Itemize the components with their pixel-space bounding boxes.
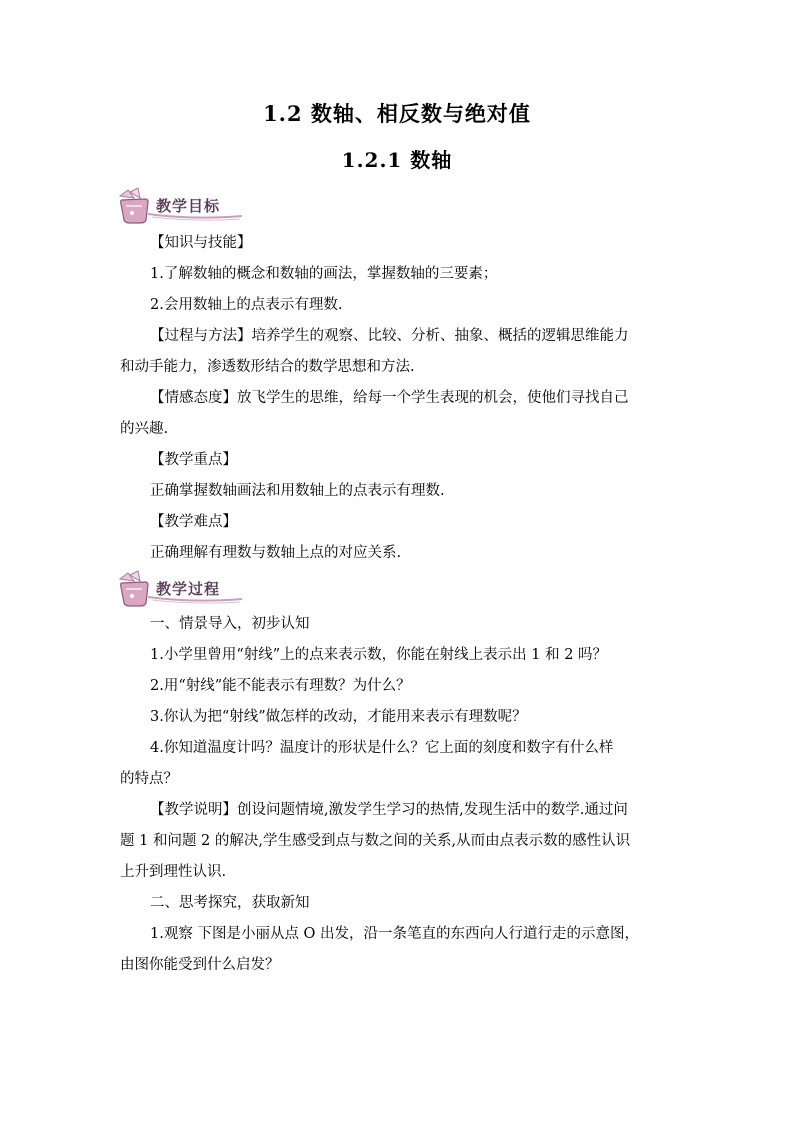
difficult-point-text: 正确理解有理数与数轴上点的对应关系.	[150, 545, 402, 561]
emotion-text-line2: 的兴趣.	[120, 421, 169, 437]
section-badge-process	[112, 569, 247, 609]
question-2: 2.用“射线”能不能表示有理数？为什么？	[150, 678, 411, 694]
question-1: 1.小学里曾用“射线”上的点来表示数，你能在射线上表示出 1 和 2 吗？	[150, 647, 608, 663]
observe-text-line1: 1.观察 下图是小丽从点 O 出发，沿一条笔直的东西向人行道行走的示意图，	[150, 926, 640, 942]
page-subtitle: 1.2.1 数轴	[341, 148, 453, 172]
knowledge-item-2: 2.会用数轴上的点表示有理数.	[150, 297, 343, 313]
part1-heading: 一、情景导入，初步认知	[150, 616, 310, 632]
difficult-point-heading: 【教学难点】	[150, 514, 237, 530]
section-badge-label: 教学过程	[156, 580, 221, 598]
section-badge-goals	[112, 186, 247, 226]
teaching-note-line1: 【教学说明】创设问题情境,激发学生学习的热情,发现生活中的数学.通过问	[150, 802, 628, 818]
teaching-note-line3: 上升到理性认识.	[120, 864, 227, 880]
method-text-line2: 和动手能力，渗透数形结合的数学思想和方法.	[120, 359, 415, 375]
key-point-text: 正确掌握数轴画法和用数轴上的点表示有理数.	[150, 483, 445, 499]
observe-text-line2: 由图你能受到什么启发？	[120, 957, 280, 973]
page-title: 1.2 数轴、相反数与绝对值	[263, 101, 531, 126]
part2-heading: 二、思考探究，获取新知	[150, 895, 310, 911]
teaching-note-line2: 题 1 和问题 2 的解决,学生感受到点与数之间的关系,从而由点表示数的感性认识	[120, 833, 631, 849]
knowledge-heading: 【知识与技能】	[150, 235, 252, 251]
question-4-line2: 的特点？	[120, 771, 178, 787]
key-point-heading: 【教学重点】	[150, 452, 237, 468]
section-badge-label: 教学目标	[156, 197, 221, 215]
emotion-text-line1: 【情感态度】放飞学生的思维，给每一个学生表现的机会，使他们寻找自己	[150, 390, 629, 406]
knowledge-item-1: 1.了解数轴的概念和数轴的画法，掌握数轴的三要素；	[150, 266, 498, 282]
question-3: 3.你认为把“射线”做怎样的改动，才能用来表示有理数呢？	[150, 709, 527, 725]
method-text-line1: 【过程与方法】培养学生的观察、比较、分析、抽象、概括的逻辑思维能力	[150, 328, 629, 344]
question-4-line1: 4.你知道温度计吗？温度计的形状是什么？它上面的刻度和数字有什么样	[150, 740, 614, 756]
